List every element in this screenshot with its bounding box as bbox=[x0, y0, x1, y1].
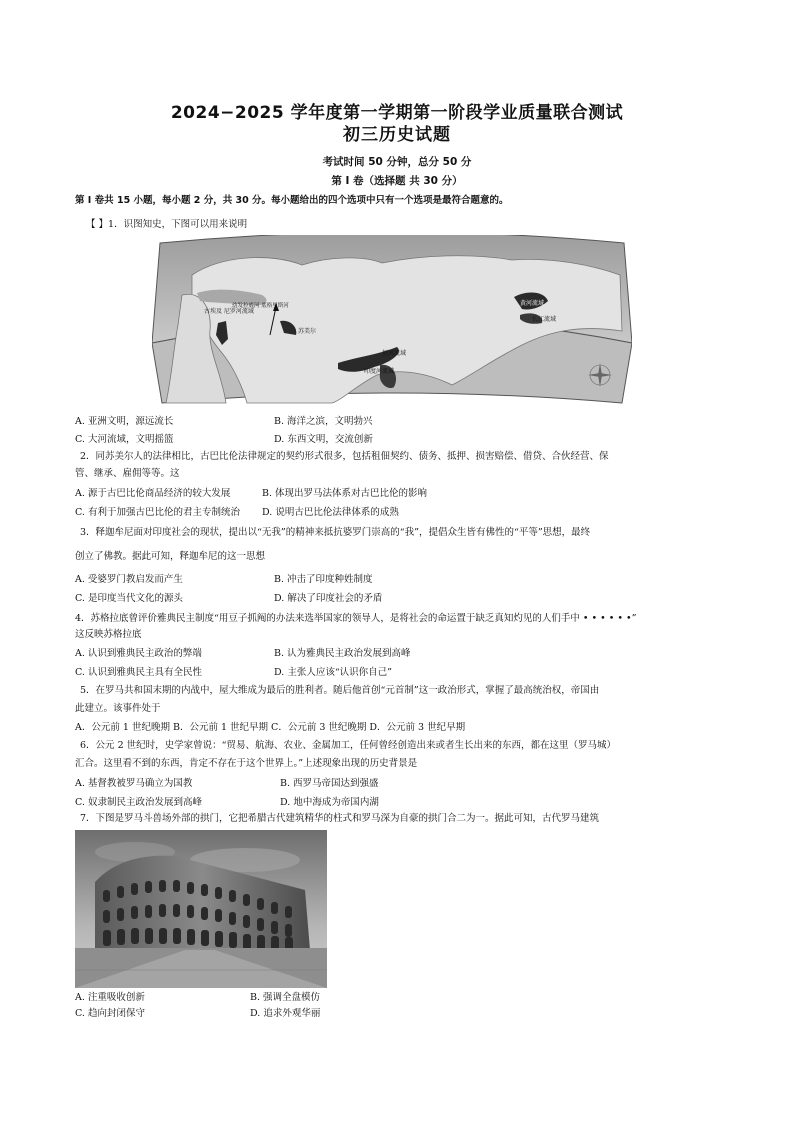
q1-option-a: A. 亚洲文明，源远流长 bbox=[75, 416, 174, 427]
q7-option-c: C. 趋向封闭保守 bbox=[75, 1008, 145, 1019]
q3-stem-1: 3．释迦牟尼面对印度社会的现状，提出以“无我”的精神来抵抗婆罗门崇高的“我”，提倡众生皆有佛性的“平等”思想，最终 bbox=[80, 527, 591, 538]
q5-options: A．公元前 1 世纪晚期 B．公元前 1 世纪早期 C．公元前 3 世纪晚期 D．公元前 3 世纪早期 bbox=[75, 722, 466, 733]
q4-option-c: C. 认识到雅典民主具有全民性 bbox=[75, 667, 202, 678]
q4-option-b: B. 认为雅典民主政治发展到高峰 bbox=[274, 648, 411, 659]
q7-option-a: A. 注重吸收创新 bbox=[75, 992, 145, 1003]
q3-option-a: A. 受婆罗门教启发而产生 bbox=[75, 574, 183, 585]
q7-option-d: D. 追求外观华丽 bbox=[250, 1008, 321, 1019]
q1-option-b: B. 海洋之滨，文明勃兴 bbox=[274, 416, 373, 427]
map-label-egypt: 古埃及 尼罗河流域 bbox=[204, 308, 254, 315]
q7-stem: 7．下图是罗马斗兽场外部的拱门，它把希腊古代建筑精华的柱式和罗马深为自豪的拱门合二为一。据此可知，古代罗马建筑 bbox=[80, 813, 600, 824]
section-heading: 第 I 卷（选择题 共 30 分） bbox=[331, 175, 463, 187]
q1-stem: 【 】1．识图知史，下图可以用来说明 bbox=[86, 219, 248, 230]
q6-option-c: C. 奴隶制民主政治发展到高峰 bbox=[75, 797, 202, 808]
q6-stem-1: 6．公元 2 世纪时，史学家曾说：“贸易、航海、农业、金属加工，任何曾经创造出来或者生长出来的东西，都在这里（罗马城） bbox=[80, 740, 616, 751]
map-label-yangtze: 长江流域 bbox=[532, 316, 557, 323]
q2-option-c: C. 有利于加强古巴比伦的君主专制统治 bbox=[75, 507, 240, 518]
ancient-civilizations-map bbox=[152, 235, 632, 405]
q5-stem-2: 此建立。该事件处于 bbox=[75, 703, 161, 714]
q3-option-c: C. 是印度当代文化的源头 bbox=[75, 593, 183, 604]
q3-stem-2: 创立了佛教。据此可知，释迦牟尼的这一思想 bbox=[75, 551, 266, 562]
map-label-mesopotamia: 幼发拉底河 底格里斯河 bbox=[232, 303, 289, 309]
q2-stem-2: 管、继承、雇佣等等。这 bbox=[75, 468, 180, 479]
q7-option-b: B. 强调全盘模仿 bbox=[250, 992, 321, 1003]
map-label-indus: 印度河流域 bbox=[364, 368, 395, 375]
exam-subtitle: 初三历史试题 bbox=[343, 125, 451, 145]
q1-option-c: C. 大河流域，文明摇篮 bbox=[75, 434, 174, 445]
q4-option-a: A. 认识到雅典民主政治的弊端 bbox=[75, 648, 202, 659]
map-label-ganges: 恒河流域 bbox=[382, 350, 407, 357]
q6-option-d: D. 地中海成为帝国内湖 bbox=[280, 797, 379, 808]
section-instructions: 第 I 卷共 15 小题，每小题 2 分，共 30 分。每小题给出的四个选项中只有一个选项是最符合题意的。 bbox=[75, 195, 509, 206]
q6-option-b: B. 西罗马帝国达到强盛 bbox=[280, 778, 379, 789]
q1-option-d: D. 东西文明，交流创新 bbox=[274, 434, 373, 445]
q2-option-a: A. 源于古巴比伦商品经济的较大发展 bbox=[75, 488, 231, 499]
q6-stem-2: 汇合。这里看不到的东西，肯定不存在于这个世界上。”上述现象出现的历史背景是 bbox=[75, 758, 418, 769]
q4-stem-2: 这反映苏格拉底 bbox=[75, 629, 142, 640]
q4-option-d: D. 主张人应该“认识你自己” bbox=[274, 667, 393, 678]
map-label-sumer: 苏美尔 bbox=[298, 328, 317, 335]
q2-option-b: B. 体现出罗马法体系对古巴比伦的影响 bbox=[262, 488, 428, 499]
q3-option-d: D. 解决了印度社会的矛盾 bbox=[274, 593, 383, 604]
q5-stem-1: 5．在罗马共和国末期的内战中，屋大维成为最后的胜利者。随后他首创“元首制”这一政治形式，掌握了最高统治权，帝国由 bbox=[80, 685, 600, 696]
q6-option-a: A. 基督教被罗马确立为国教 bbox=[75, 778, 193, 789]
q2-stem-1: 2．同苏美尔人的法律相比，古巴比伦法律规定的契约形式很多，包括租佃契约、债务、抵押、损害赔偿、借贷、合伙经营、保 bbox=[80, 451, 609, 462]
exam-title: 2024−2025 学年度第一学期第一阶段学业质量联合测试 bbox=[170, 103, 624, 123]
q2-option-d: D. 说明古巴比伦法律体系的成熟 bbox=[262, 507, 399, 518]
map-label-yellow-river: 黄河流域 bbox=[520, 300, 545, 307]
q4-stem-1: 4．苏格拉底曾评价雅典民主制度“用豆子抓阄的办法来选举国家的领导人，是将社会的命运置于缺乏真知灼见的人们手中 • • • • • •” bbox=[75, 613, 637, 624]
colosseum-photo bbox=[75, 830, 327, 988]
exam-info: 考试时间 50 分钟，总分 50 分 bbox=[322, 156, 472, 168]
q3-option-b: B. 冲击了印度种姓制度 bbox=[274, 574, 373, 585]
